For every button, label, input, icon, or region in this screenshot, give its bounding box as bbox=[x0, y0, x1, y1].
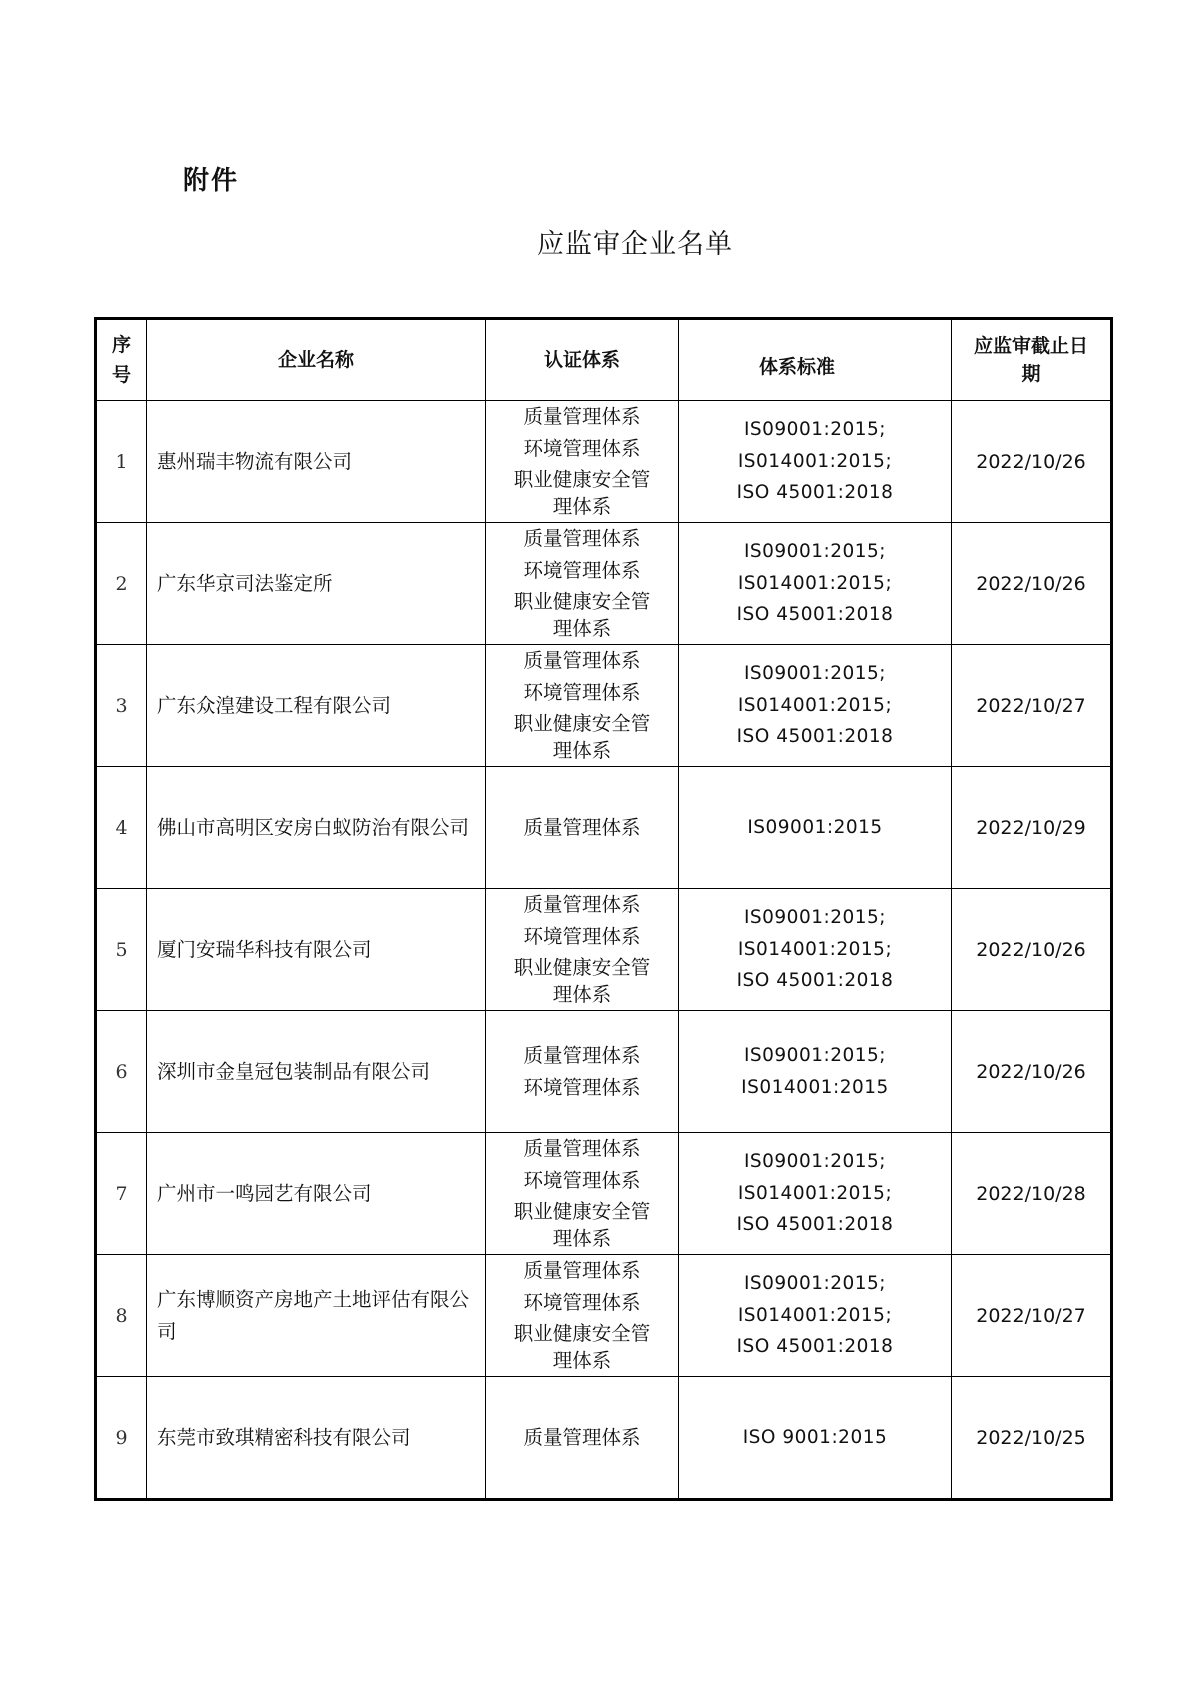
cell-system-standard bbox=[679, 645, 952, 767]
standard-line: IS014001:2015; bbox=[737, 694, 893, 716]
standard-line: ISO 45001:2018 bbox=[736, 726, 894, 748]
header-enterprise-name: 企业名称 bbox=[147, 319, 486, 401]
table-row bbox=[96, 767, 1112, 889]
standard-line: IS09001:2015; bbox=[743, 419, 887, 441]
table-row bbox=[96, 889, 1112, 1011]
certification-line: 环境管理体系 bbox=[523, 1290, 641, 1314]
cell-audit-deadline: 2022/10/29 bbox=[952, 767, 1112, 889]
cell-audit-deadline: 2022/10/25 bbox=[952, 1377, 1112, 1500]
table-header bbox=[96, 319, 1112, 401]
certification-line: 理体系 bbox=[552, 982, 612, 1006]
cell-serial-number: 9 bbox=[96, 1377, 147, 1500]
standard-line: IS014001:2015; bbox=[737, 1182, 893, 1204]
table-row bbox=[96, 523, 1112, 645]
cell-audit-deadline: 2022/10/26 bbox=[952, 889, 1112, 1011]
cell-audit-deadline: 2022/10/26 bbox=[952, 1011, 1112, 1133]
certification-line: 质量管理体系 bbox=[523, 649, 641, 672]
certification-line: 职业健康安全管 bbox=[513, 1322, 651, 1345]
certification-line: 环境管理体系 bbox=[523, 558, 641, 582]
standard-line: IS09001:2015 bbox=[747, 816, 883, 838]
cell-serial-number: 5 bbox=[96, 889, 147, 1011]
standard-line: ISO 45001:2018 bbox=[736, 482, 894, 504]
standard-line: IS014001:2015; bbox=[737, 1304, 893, 1326]
header-serial-number-line2: 号 bbox=[111, 364, 131, 386]
document-title: 应监审企业名单 bbox=[537, 229, 733, 260]
cell-enterprise-name: 惠州瑞丰物流有限公司 bbox=[147, 401, 486, 523]
standard-line: IS09001:2015; bbox=[743, 541, 887, 563]
standard-line: IS014001:2015; bbox=[737, 450, 893, 472]
certification-line: 质量管理体系 bbox=[523, 527, 641, 550]
table-row bbox=[96, 1011, 1112, 1133]
table-row bbox=[96, 1255, 1112, 1377]
cell-enterprise-name: 广州市一鸣园艺有限公司 bbox=[147, 1133, 486, 1255]
cell-enterprise-name: 广东华京司法鉴定所 bbox=[147, 523, 486, 645]
standard-line: IS09001:2015; bbox=[743, 1045, 887, 1066]
certification-line: 理体系 bbox=[552, 616, 612, 640]
cell-serial-number: 4 bbox=[96, 767, 147, 889]
certification-line: 环境管理体系 bbox=[523, 436, 641, 460]
certification-line: 理体系 bbox=[552, 1226, 612, 1250]
cell-serial-number: 3 bbox=[96, 645, 147, 767]
certification-line: 质量管理体系 bbox=[523, 1137, 641, 1160]
standard-line: ISO 45001:2018 bbox=[736, 1214, 894, 1236]
table-row bbox=[96, 1133, 1112, 1255]
cell-enterprise-name: 广东众湟建设工程有限公司 bbox=[147, 645, 486, 767]
cell-enterprise-name: 东莞市致琪精密科技有限公司 bbox=[147, 1377, 486, 1500]
cell-system-standard bbox=[679, 401, 952, 523]
header-certification-system: 认证体系 bbox=[486, 319, 679, 401]
cell-system-standard bbox=[679, 523, 952, 645]
cell-serial-number: 1 bbox=[96, 401, 147, 523]
standard-line: IS09001:2015; bbox=[743, 1151, 887, 1173]
certification-line: 职业健康安全管 bbox=[513, 1200, 651, 1223]
header-audit-deadline-line1: 应监审截止日 bbox=[973, 335, 1088, 357]
cell-enterprise-name: 厦门安瑞华科技有限公司 bbox=[147, 889, 486, 1011]
header-serial-number-line1: 序 bbox=[111, 334, 131, 356]
standard-line: ISO 45001:2018 bbox=[736, 1336, 894, 1358]
standard-line: IS014001:2015 bbox=[741, 1076, 889, 1098]
certification-line: 环境管理体系 bbox=[523, 680, 641, 704]
header-system-standard bbox=[679, 319, 952, 401]
table-row bbox=[96, 645, 1112, 767]
header-system-standard-text: 体系标准 bbox=[758, 356, 835, 378]
cell-system-standard bbox=[679, 1011, 952, 1133]
cell-enterprise-name: 广东博顺资产房地产土地评估有限公司 bbox=[147, 1255, 486, 1377]
standard-line: IS09001:2015; bbox=[743, 1273, 887, 1295]
cell-system-standard bbox=[679, 889, 952, 1011]
cell-serial-number: 8 bbox=[96, 1255, 147, 1377]
cell-certification-system bbox=[486, 1011, 679, 1133]
cell-audit-deadline: 2022/10/27 bbox=[952, 1255, 1112, 1377]
cell-certification-system bbox=[486, 889, 679, 1011]
header-audit-deadline-line2: 期 bbox=[1021, 363, 1041, 385]
table-header-row bbox=[96, 319, 1112, 401]
header-serial-number bbox=[96, 319, 147, 401]
cell-system-standard bbox=[679, 767, 952, 889]
certification-line: 理体系 bbox=[552, 738, 612, 762]
table-row bbox=[96, 1377, 1112, 1500]
cell-audit-deadline: 2022/10/28 bbox=[952, 1133, 1112, 1255]
certification-line: 职业健康安全管 bbox=[513, 712, 651, 735]
certification-line: 质量管理体系 bbox=[523, 405, 641, 428]
standard-line: IS014001:2015; bbox=[737, 572, 893, 594]
certification-line: 职业健康安全管 bbox=[513, 590, 651, 613]
certification-line: 理体系 bbox=[552, 1348, 612, 1372]
certification-line: 质量管理体系 bbox=[523, 1044, 641, 1067]
table-body bbox=[96, 401, 1112, 1500]
cell-certification-system bbox=[486, 523, 679, 645]
cell-serial-number: 6 bbox=[96, 1011, 147, 1133]
certification-line: 质量管理体系 bbox=[523, 893, 641, 916]
cell-certification-system bbox=[486, 767, 679, 889]
certification-line: 质量管理体系 bbox=[523, 1259, 641, 1282]
cell-system-standard bbox=[679, 1255, 952, 1377]
cell-enterprise-name: 佛山市高明区安房白蚁防治有限公司 bbox=[147, 767, 486, 889]
enterprise-list-table-container bbox=[94, 317, 1110, 1501]
enterprise-list-table bbox=[94, 317, 1113, 1501]
cell-serial-number: 7 bbox=[96, 1133, 147, 1255]
cell-enterprise-name: 深圳市金皇冠包装制品有限公司 bbox=[147, 1011, 486, 1133]
certification-line: 质量管理体系 bbox=[523, 1425, 641, 1449]
cell-certification-system bbox=[486, 401, 679, 523]
certification-line: 质量管理体系 bbox=[523, 815, 641, 839]
certification-line: 职业健康安全管 bbox=[513, 956, 651, 979]
cell-audit-deadline: 2022/10/26 bbox=[952, 523, 1112, 645]
cell-certification-system bbox=[486, 1133, 679, 1255]
cell-certification-system bbox=[486, 1377, 679, 1500]
table-row bbox=[96, 401, 1112, 523]
certification-line: 环境管理体系 bbox=[523, 924, 641, 948]
certification-line: 环境管理体系 bbox=[523, 1168, 641, 1192]
cell-certification-system bbox=[486, 645, 679, 767]
standard-line: IS09001:2015; bbox=[743, 907, 887, 929]
certification-line: 理体系 bbox=[552, 494, 612, 518]
cell-certification-system bbox=[486, 1255, 679, 1377]
standard-line: ISO 45001:2018 bbox=[736, 970, 894, 992]
standard-line: ISO 9001:2015 bbox=[742, 1426, 888, 1448]
cell-system-standard bbox=[679, 1133, 952, 1255]
cell-system-standard bbox=[679, 1377, 952, 1500]
cell-serial-number: 2 bbox=[96, 523, 147, 645]
certification-line: 职业健康安全管 bbox=[513, 468, 651, 491]
standard-line: IS09001:2015; bbox=[743, 663, 887, 685]
standard-line: IS014001:2015; bbox=[737, 938, 893, 960]
cell-audit-deadline: 2022/10/26 bbox=[952, 401, 1112, 523]
attachment-label: 附件 bbox=[183, 166, 240, 196]
cell-audit-deadline: 2022/10/27 bbox=[952, 645, 1112, 767]
certification-line: 环境管理体系 bbox=[523, 1075, 641, 1099]
header-audit-deadline bbox=[952, 319, 1112, 401]
standard-line: ISO 45001:2018 bbox=[736, 604, 894, 626]
